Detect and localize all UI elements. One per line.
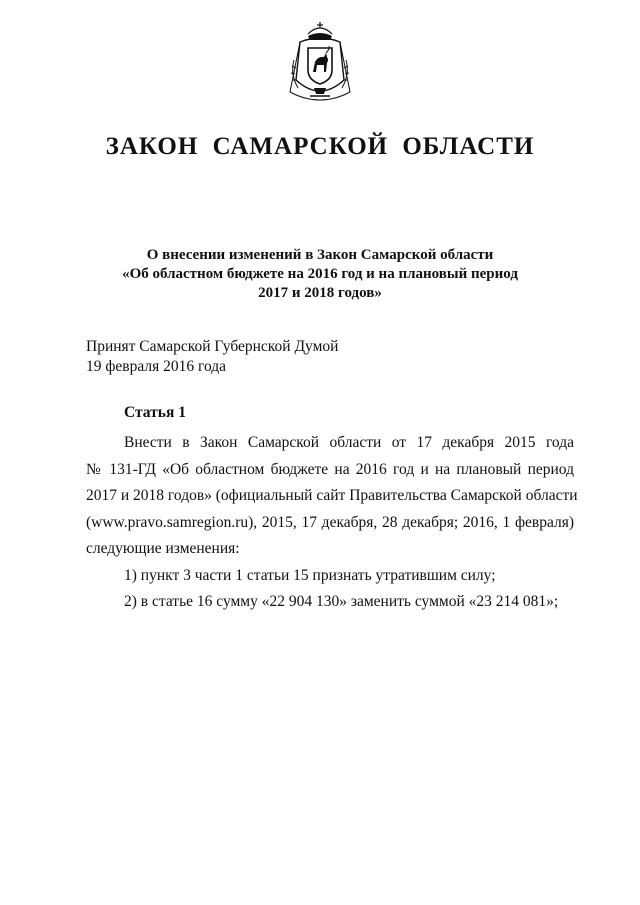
subtitle-line-3: 2017 и 2018 годов» — [258, 285, 382, 301]
adoption-note — [86, 337, 338, 377]
paragraph-line-3: 2017 и 2018 годов» (официальный сайт Правительства Самарской области — [86, 487, 578, 504]
paragraph-line-4: (www.pravo.samregion.ru), 2015, 17 декабря, 28 декабря; 2016, 1 февраля) — [86, 513, 574, 531]
adoption-body: Принят Самарской Губернской Думой — [86, 338, 339, 355]
paragraph-line-1: Внести в Закон Самарской области от 17 декабря 2015 года — [124, 434, 574, 451]
subtitle-line-1: О внесении изменений в Закон Самарской области — [146, 247, 494, 263]
article-body — [86, 430, 578, 616]
list-item-2: 2) в статье 16 сумму «22 904 130» заменить суммой «23 214 081»; — [124, 593, 559, 610]
article-heading: Статья 1 — [124, 404, 186, 421]
adoption-date: 19 февраля 2016 года — [86, 358, 227, 375]
law-subtitle — [80, 246, 560, 303]
paragraph-line-2: № 131-ГД «Об областном бюджете на 2016 год и на плановый период — [86, 460, 574, 478]
list-item-1: 1) пункт 3 части 1 статьи 15 признать утратившим силу; — [124, 566, 496, 584]
paragraph-line-5: следующие изменения: — [86, 540, 240, 557]
subtitle-line-2: «Об областном бюджете на 2016 год и на плановый период — [122, 266, 518, 282]
law-title: ЗАКОН САМАРСКОЙ ОБЛАСТИ — [105, 133, 535, 160]
coat-of-arms-icon — [286, 20, 354, 106]
